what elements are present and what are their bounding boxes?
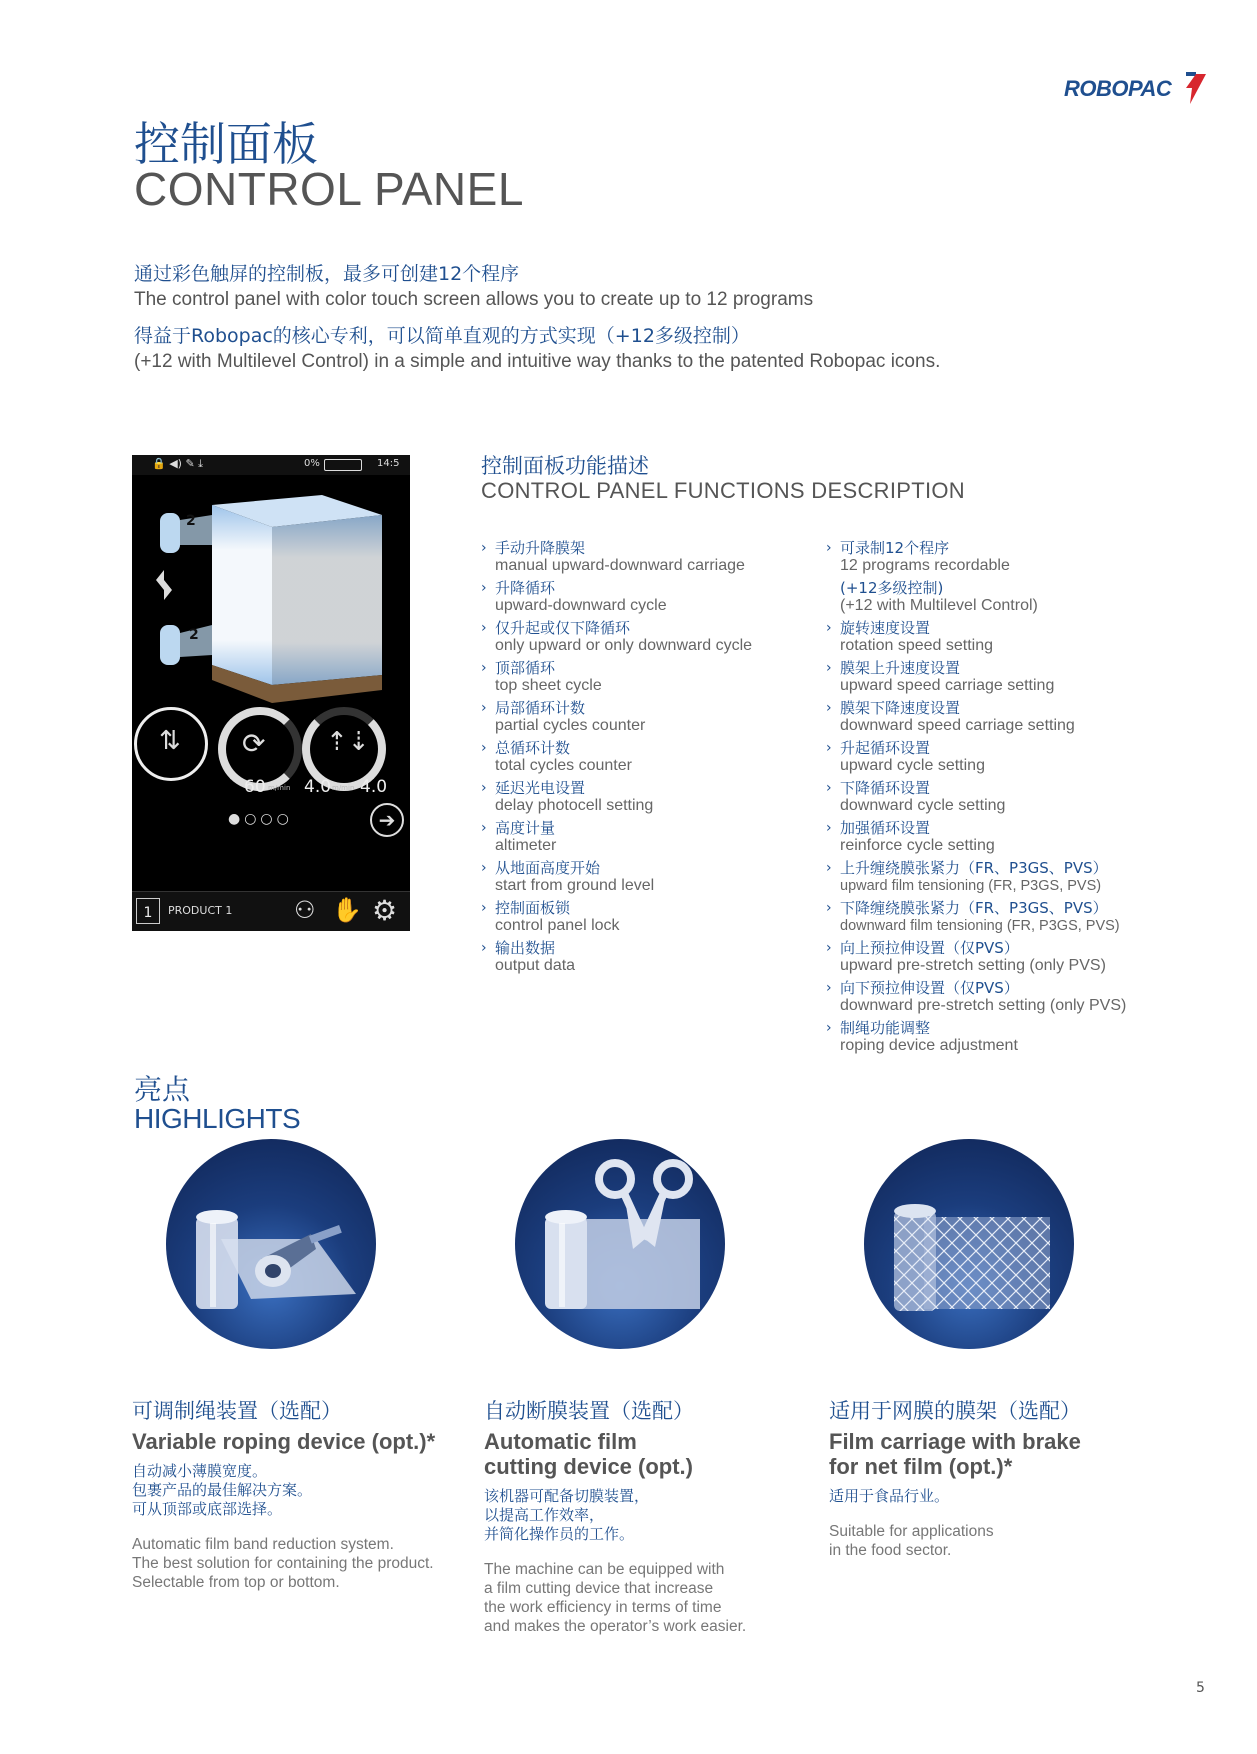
chevron-right-icon: ›	[481, 780, 487, 796]
function-item: › 手动升降膜架 manual upward-downward carriage	[481, 539, 745, 574]
feature-desc-en: a film cutting device that increase	[484, 1580, 714, 1597]
roping-device-illustration	[166, 1139, 376, 1349]
logo-wordmark: ROBOPAC	[1064, 76, 1172, 101]
function-item: › 局部循环计数 partial cycles counter	[481, 699, 646, 734]
product-bar[interactable]	[132, 891, 410, 931]
function-item: › 加强循环设置 reinforce cycle setting	[826, 819, 995, 854]
feature-desc-cn: 以提高工作效率，	[484, 1506, 605, 1524]
operator-icon[interactable]: ⚇	[294, 896, 316, 924]
feature-title-cn: 自动断膜装置（选配）	[484, 1399, 694, 1423]
net-film-illustration	[864, 1139, 1074, 1349]
rotation-speed-unit: m/min	[268, 784, 291, 792]
settings-gear-icon[interactable]: ⚙	[372, 894, 398, 927]
page-number: 5	[1196, 1680, 1205, 1696]
function-item: › 仅升起或仅下降循环 only upward or only downward cycle	[481, 619, 753, 654]
touch-screen-image	[132, 455, 410, 931]
function-item: › 旋转速度设置 rotation speed setting	[826, 619, 993, 654]
function-item: › 输出数据 output data	[481, 939, 576, 974]
chevron-right-icon: ›	[481, 540, 487, 556]
feature-title-en: Automatic film	[484, 1429, 637, 1454]
feature-desc-cn: 可从顶部或底部选择。	[132, 1500, 283, 1518]
chevron-right-icon: ›	[826, 620, 832, 636]
chevron-right-icon: ›	[826, 1020, 832, 1036]
feature-roping	[132, 1395, 472, 1592]
feature-desc-cn: 适用于食品行业。	[829, 1487, 950, 1505]
chevron-right-icon: ›	[826, 780, 832, 796]
page-indicator-dots[interactable]: ●○○○	[228, 811, 293, 827]
chevron-right-icon: ›	[481, 700, 487, 716]
feature-title-en-2: cutting device (opt.)	[484, 1454, 693, 1479]
chevron-right-icon: ›	[481, 580, 487, 596]
upward-speed-unit: m/min	[332, 784, 355, 792]
chevron-right-icon: ›	[481, 900, 487, 916]
downward-speed-value: 4.0	[360, 777, 388, 797]
feature-desc-en: and makes the operator’s work easier.	[484, 1618, 747, 1635]
feature-title-en-2: for net film (opt.)*	[829, 1454, 1013, 1479]
feature-net-film	[829, 1395, 1189, 1560]
functions-list-left	[481, 539, 752, 979]
page-title-en: CONTROL PANEL	[134, 163, 524, 215]
chevron-right-icon: ›	[826, 980, 832, 996]
chevron-right-icon: ›	[481, 660, 487, 676]
chevron-right-icon: ›	[826, 660, 832, 676]
program-number: 1	[136, 898, 160, 924]
feature-desc-en: Automatic film band reduction system.	[132, 1536, 394, 1553]
chevron-right-icon: ›	[481, 620, 487, 636]
scissors-icon	[515, 1139, 725, 1349]
rotation-speed-value: 60	[244, 777, 266, 797]
function-item: › 延迟光电设置 delay photocell setting	[481, 779, 654, 814]
feature-desc-en: the work efficiency in terms of time	[484, 1599, 722, 1616]
chevron-right-icon: ›	[826, 700, 832, 716]
chevron-right-icon: ›	[826, 940, 832, 956]
feature-desc-en: The machine can be equipped with	[484, 1561, 725, 1578]
function-item: › 向上预拉伸设置（仅PVS） upward pre-stretch setting (only PVS)	[826, 939, 1106, 974]
layer-label-top: 2	[186, 513, 196, 529]
page-title-cn: 控制面板	[134, 117, 318, 171]
feature-desc-cn: 自动减小薄膜宽度。	[132, 1462, 268, 1480]
logo-mark-icon	[1182, 70, 1210, 106]
status-bar	[132, 455, 410, 475]
feature-desc-cn: 包裹产品的最佳解决方案。	[132, 1481, 313, 1499]
function-item: › 可录制12个程序 12 programs recordable (+12多级控制) (+12 with Multilevel Control)	[826, 539, 1038, 614]
function-item: › 总循环计数 total cycles counter	[481, 739, 632, 774]
function-item: › 下降缠绕膜张紧力（FR、P3GS、PVS） downward film tensioning (FR, P3GS, PVS)	[826, 899, 1120, 934]
intro-p2-cn: 得益于Robopac的核心专利，可以简单直观的方式实现（+12多级控制）	[134, 325, 750, 347]
upward-speed-value: 4.0	[304, 777, 332, 797]
feature-cutting	[484, 1395, 824, 1636]
chevron-right-icon: ›	[481, 740, 487, 756]
hand-icon[interactable]: ✋	[332, 896, 362, 924]
battery-percent: 0%	[304, 458, 320, 469]
feature-desc-en: Suitable for applications	[829, 1523, 994, 1540]
function-item: › 从地面高度开始 start from ground level	[481, 859, 655, 894]
function-item: › 向下预拉伸设置（仅PVS） downward pre-stretch setting (only PVS)	[826, 979, 1127, 1014]
function-item: › 升起循环设置 upward cycle setting	[826, 739, 985, 774]
chevron-right-icon: ›	[481, 820, 487, 836]
status-icons: 🔒 ◀) ✎ ⤓	[152, 457, 204, 470]
function-item: › 膜架下降速度设置 downward speed carriage setting	[826, 699, 1075, 734]
function-item: › 下降循环设置 downward cycle setting	[826, 779, 1006, 814]
chevron-right-icon: ›	[826, 740, 832, 756]
function-item: › 膜架上升速度设置 upward speed carriage setting	[826, 659, 1055, 694]
feature-desc-en: in the food sector.	[829, 1542, 952, 1559]
updown-dial[interactable]	[134, 707, 208, 781]
functions-heading-en: CONTROL PANEL FUNCTIONS DESCRIPTION	[481, 478, 965, 503]
updown-arrows-icon: ⇅	[159, 726, 181, 756]
next-arrow-icon[interactable]: ➔	[370, 803, 404, 837]
battery-icon	[324, 459, 362, 471]
chevron-right-icon: ›	[826, 820, 832, 836]
intro-p1-cn: 通过彩色触屏的控制板，最多可创建12个程序	[134, 263, 520, 285]
function-item: › 升降循环 upward-downward cycle	[481, 579, 667, 614]
film-roll-icon	[166, 1139, 376, 1349]
robopac-logo	[1064, 70, 1210, 110]
carriage-updown-icon: ⇡⇣	[326, 727, 370, 757]
chevron-right-icon: ›	[826, 860, 832, 876]
layer-label-bottom: 2	[189, 627, 199, 643]
functions-heading-cn: 控制面板功能描述	[481, 454, 649, 478]
feature-title-cn: 适用于网膜的膜架（选配）	[829, 1399, 1081, 1423]
feature-title-en: Variable roping device (opt.)*	[132, 1429, 436, 1454]
chevron-right-icon: ›	[826, 900, 832, 916]
rotation-icon: ⟳	[242, 727, 266, 760]
function-item: › 高度计量 altimeter	[481, 819, 557, 854]
function-item: › 上升缠绕膜张紧力（FR、P3GS、PVS） upward film tensioning (FR, P3GS, PVS)	[826, 859, 1108, 894]
pallet-illustration	[132, 475, 410, 715]
highlights-heading-en: HIGHLIGHTS	[134, 1103, 301, 1134]
highlights-heading-cn: 亮点	[134, 1073, 191, 1106]
function-item: › 顶部循环 top sheet cycle	[481, 659, 602, 694]
program-label: PRODUCT 1	[168, 904, 233, 917]
chevron-right-icon: ›	[481, 940, 487, 956]
net-film-roll-icon	[864, 1139, 1074, 1349]
chevron-right-icon: ›	[826, 540, 832, 556]
intro-block	[134, 262, 940, 374]
functions-list-right	[826, 539, 1126, 1059]
function-item: › 制绳功能调整 roping device adjustment	[826, 1019, 1018, 1054]
feature-desc-en: The best solution for containing the product.	[132, 1555, 434, 1572]
feature-title-cn: 可调制绳装置（选配）	[132, 1399, 342, 1423]
feature-desc-en: Selectable from top or bottom.	[132, 1574, 340, 1591]
feature-desc-cn: 并简化操作员的工作。	[484, 1525, 635, 1543]
feature-title-en: Film carriage with brake	[829, 1429, 1081, 1454]
intro-p1-en: The control panel with color touch screen allows you to create up to 12 programs	[134, 289, 814, 310]
feature-desc-cn: 该机器可配备切膜装置，	[484, 1487, 650, 1505]
intro-p2-en: (+12 with Multilevel Control) in a simple and intuitive way thanks to the patented Robopac icons.	[134, 351, 941, 372]
clock: 14:5	[377, 458, 400, 469]
function-item: › 控制面板锁 control panel lock	[481, 899, 620, 934]
cutting-device-illustration	[515, 1139, 725, 1349]
chevron-right-icon: ›	[481, 860, 487, 876]
